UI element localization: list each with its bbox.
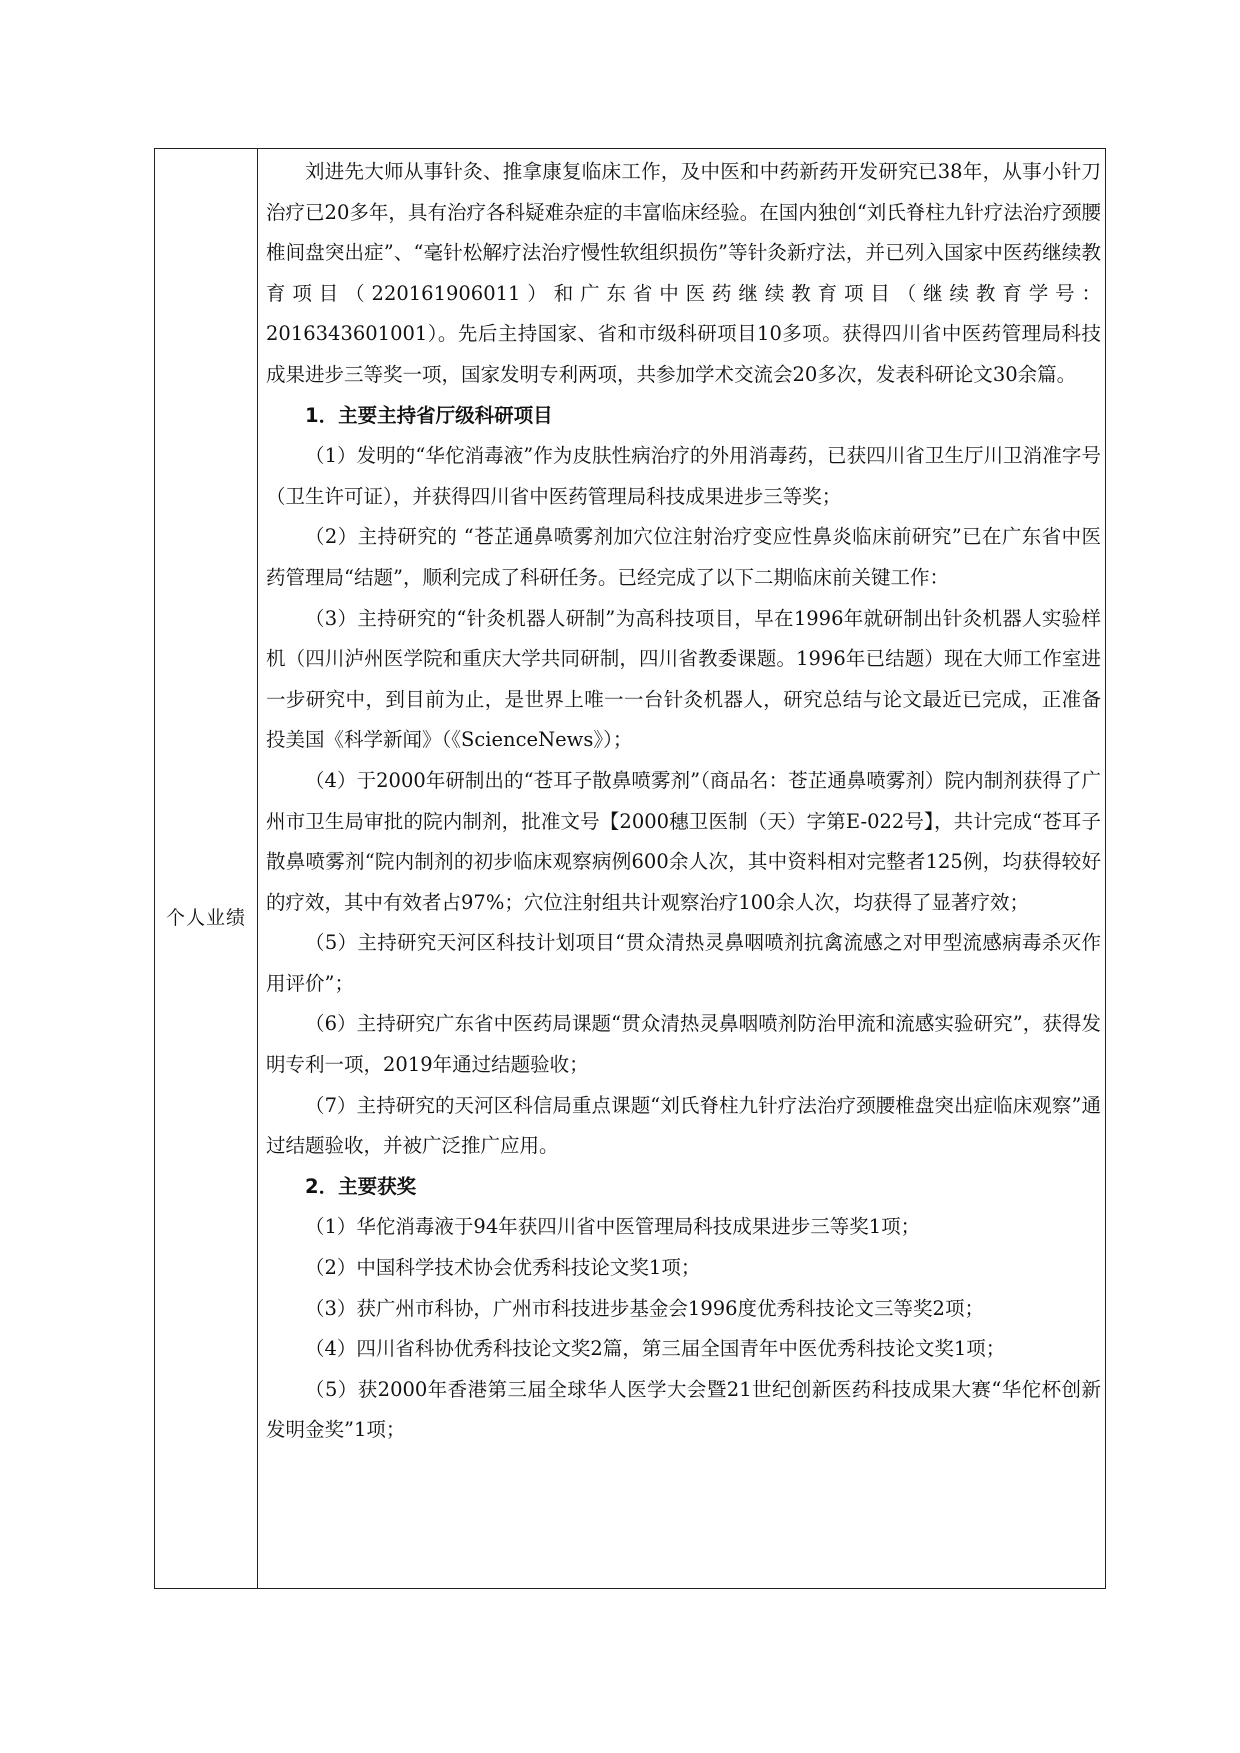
award-item: （2）中国科学技术协会优秀科技论文奖1项；: [305, 1256, 701, 1280]
row-label-cell: [155, 149, 258, 1588]
research-item: （5）主持研究天河区科技计划项目“贯众清热灵鼻咽喷剂抗禽流感之对甲型流感病毒杀灭作用评价”；: [266, 931, 1101, 995]
research-item: （2）主持研究的 “苍芷通鼻喷雾剂加穴位注射治疗变应性鼻炎临床前研究”已在广东省中医药管理局“结题”，顺利完成了科研任务。已经完成了以下二期临床前关键工作：: [266, 525, 1101, 589]
research-item: （3）主持研究的“针灸机器人研制”为高科技项目，早在1996年就研制出针灸机器人实验样机（四川泸州医学院和重庆大学共同研制，四川省教委课题。1996年已结题）现在大师工作室进一步研究中，到目前为止，是世界上唯一一台针灸机器人，研究总结与论文最近已完成，正准备投美国《科学新闻》（《ScienceNews》）；: [266, 606, 1101, 752]
research-item: （6）主持研究广东省中医药局课题“贯众清热灵鼻咽喷剂防治甲流和流感实验研究”，获得发明专利一项，2019年通过结题验收；: [266, 1012, 1101, 1077]
award-item: （3）获广州市科协，广州市科技进步基金会1996度优秀科技论文三等奖2项；: [305, 1296, 984, 1320]
achievement-table: [154, 148, 1106, 1589]
content-cell: [258, 149, 1105, 1588]
row-label: 个人业绩: [165, 907, 246, 929]
intro-paragraph: 刘进先大师从事针灸、推拿康复临床工作，及中医和中药新药开发研究已38年，从事小针刀治疗已20多年，具有治疗各科疑难杂症的丰富临床经验。在国内独创“刘氏脊柱九针疗法治疗颈腰椎间盘突出症”、“毫针松解疗法治疗慢性软组织损伤”等针灸新疗法，并已列入国家中医药继续教育项目（220161906011）和广东省中医药继续教育项目（继续教育学号：2016343601001）。先后主持国家、省和市级科研项目10多项。获得四川省中医药管理局科技成果进步三等奖一项，国家发明专利两项，共参加学术交流会20多次，发表科研论文30余篇。: [266, 160, 1101, 386]
award-item: （5）获2000年香港第三届全球华人医学大会暨21世纪创新医药科技成果大赛“华佗杯创新发明金奖”1项；: [266, 1377, 1101, 1442]
award-item: （1）华佗消毒液于94年获四川省中医管理局科技成果进步三等奖1项；: [305, 1215, 921, 1239]
section-heading-awards: 2．主要获奖: [305, 1174, 417, 1198]
award-item: （4）四川省科协优秀科技论文奖2篇，第三届全国青年中医优秀科技论文奖1项；: [305, 1337, 1006, 1361]
research-item: （7）主持研究的天河区科信局重点课题“刘氏脊柱九针疗法治疗颈腰椎盘突出症临床观察”通过结题验收，并被广泛推广应用。: [266, 1093, 1101, 1158]
research-item: （4）于2000年研制出的“苍耳子散鼻喷雾剂”（商品名：苍芷通鼻喷雾剂）院内制剂获得了广州市卫生局审批的院内制剂，批准文号【2000穗卫医制（天）字第E-022号】，共计完成“苍耳子散鼻喷雾剂“院内制剂的初步临床观察病例600余人次，其中资料相对完整者125例，均获得较好的疗效，其中有效者占97%；穴位注射组共计观察治疗100余人次，均获得了显著疗效；: [266, 768, 1101, 914]
research-item: （1）发明的“华佗消毒液”作为皮肤性病治疗的外用消毒药，已获四川省卫生厅川卫消准字号（卫生许可证），并获得四川省中医药管理局科技成果进步三等奖；: [266, 444, 1101, 508]
section-heading-research: 1．主要主持省厅级科研项目: [305, 403, 553, 427]
